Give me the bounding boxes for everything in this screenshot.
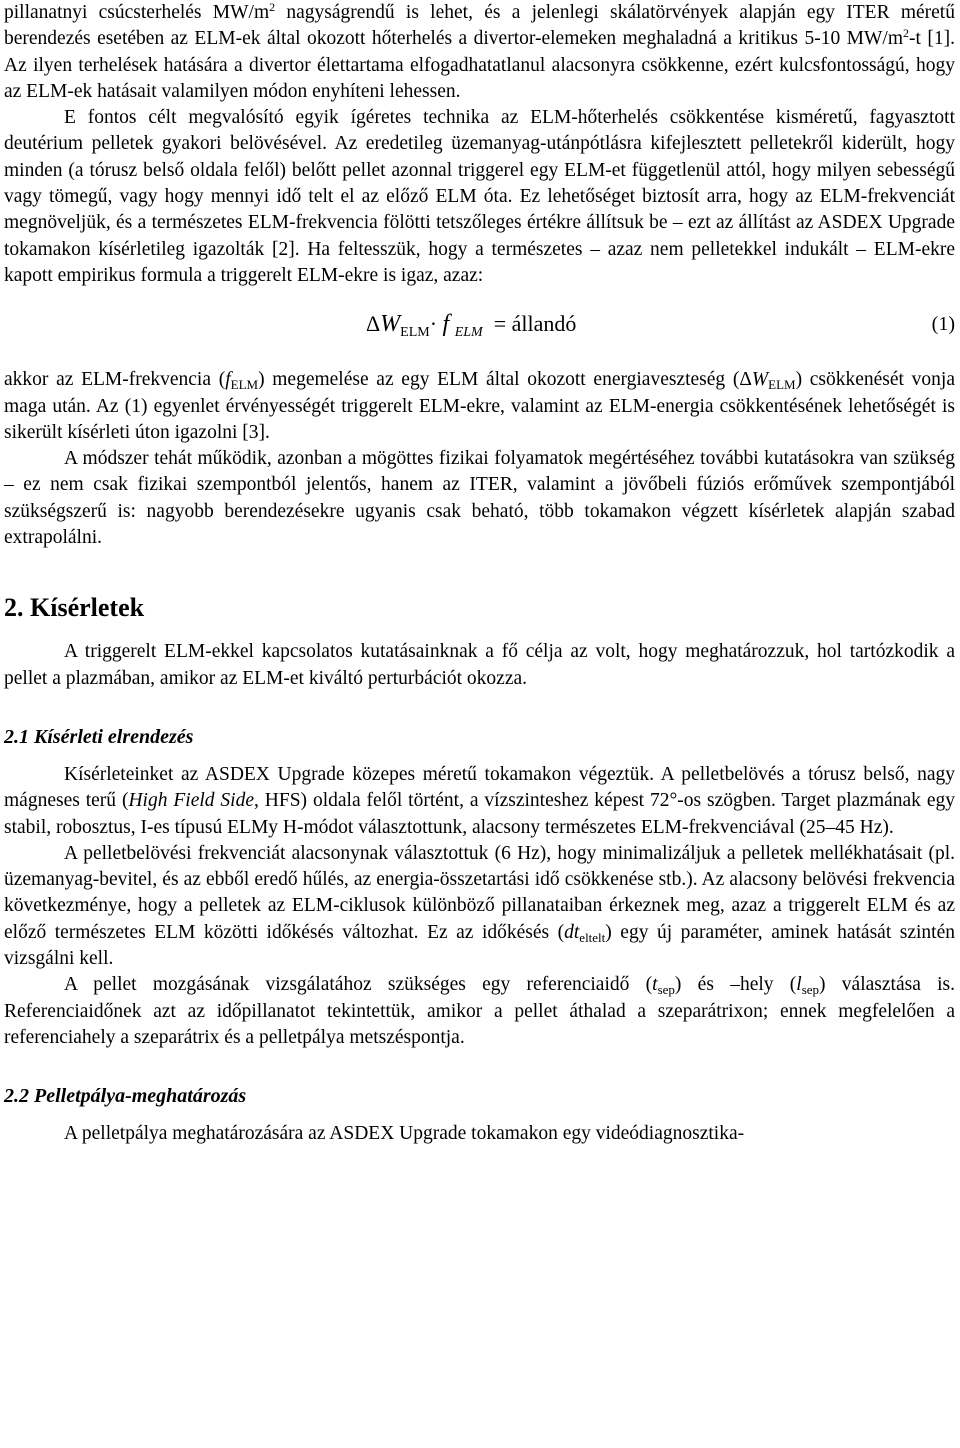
document-page <box>4 0 955 1148</box>
paragraph-setup: Kísérleteinket az ASDEX Upgrade közepes méretű tokamakon végeztük. A pelletbelövés a tórusz belső, nagy mágneses terű (High Field Side, HFS) oldala felől történt, a vízszinteshez képest 72°-os szögben. Target plazmának egy stabil, robosztus, I-es típusú ELMy H-módot választottunk, alacsony természetes ELM-frekvenciával (25–45 Hz). <box>4 763 955 838</box>
equation-formula: $\Delta W_{ELM}\cdot f$ $_{ELM}$ = állandó <box>366 311 577 341</box>
equation-1 <box>4 289 955 367</box>
subsection-heading-2-1: 2.1 Kísérleti elrendezés <box>4 725 194 748</box>
paragraph-after-equation: akkor az ELM-frekvencia $(f_{ELM})$ megemelése az egy ELM által okozott energiaveszteség $(\Delta W_{ELM})$ csökkenését vonja maga után. Az (1) egyenlet érvényességét triggerelt ELM-ekre, valamint az ELM-energia csökkentésének lehetőségét is sikerült kísérleti úton igazolni [3]. <box>4 369 955 443</box>
paragraph-frequency: A pelletbelövési frekvenciát alacsonynak választottuk (6 Hz), hogy minimalizáljuk a pelletek mellékhatásait (pl. üzemanyag-bevitel, és az ebből eredő hűlés, az energia-összetartási idő csökkenése stb.). Az alacsony belövési frekvencia következménye, hogy a pelletek az ELM-ciklusok különböző pillanataiban érkeznek meg, azaz a triggerelt ELM és az előző természetes ELM közötti időkésés változhat. Ez az időkésés $(dt_{eltelt})$ egy új paraméter, aminek hatását szintén vizsgálni kell. <box>4 842 955 970</box>
paragraph-continuation: pillanatnyi csúcsterhelés $MW/m^2$ nagyságrendű is lehet, és a jelenlegi skálatörvények alapján egy ITER méretű berendezés esetében az ELM-ek által okozott hőterhelés a divertor-elemeken meghaladná a kritikus 5-10 $MW/m^2-t$ [1]. Az ilyen terhelések hatására a divertor élettartama elfogadhatatlanul alacsonyra csökkenne, ezért kulcsfontosságú, hogy az ELM-ek hatásait valamilyen módon enyhíteni lehessen. <box>4 0 955 102</box>
paragraph-pellet-technique: E fontos célt megvalósító egyik ígéretes technika az ELM-hőterhelés csökkentése kisméretű, fagyasztott deutérium pelletek gyakori belövésével. Az eredetileg üzemanyag-utánpótlásra kifejlesztett pelletekről kiderült, hogy minden (a tórusz belső oldala felől) belőtt pellet azonnal triggerel egy ELM-et függetlenül attól, hogy milyen sebességű vagy tömegű, vagy hogy mennyi idő telt el az előző ELM óta. Ez lehetőséget biztosít arra, hogy az ELM-frekvenciát megnöveljük, és a természetes ELM-frekvencia fölötti tetszőleges értékre állítsuk be – ezt az állítást az ASDEX Upgrade tokamakon kísérletileg igazolták [2]. Ha feltesszük, hogy a természetes – azaz nem pelletekkel indukált – ELM-ekre kapott empirikus formula a triggerelt ELM-ekre is igaz, azaz: <box>4 107 955 286</box>
paragraph-method-works: A módszer tehát működik, azonban a mögöttes fizikai folyamatok megértéséhez további kutatásokra van szükség – ez nem csak fizikai szempontból jelentős, hanem az ITER, valamint a jövőbeli fúziós erőművek szempontjából szükségszerű is: nagyobb berendezésekre ugyanis csak beható, több tokamakon végzett kísérletek alapján szabad extrapolálni. <box>4 448 955 549</box>
paragraph-trajectory: A pelletpálya meghatározására az ASDEX Upgrade tokamakon egy videódiagnosztika- <box>64 1123 745 1145</box>
paragraph-section2-intro: A triggerelt ELM-ekkel kapcsolatos kutatásainknak a fő célja az volt, hogy meghatározzuk, hol tartózkodik a pellet a plazmában, amikor az ELM-et kiváltó perturbációt okozza. <box>4 641 955 689</box>
equation-number: (1) <box>931 313 955 336</box>
section-heading-2: 2. Kísérletek <box>4 593 145 623</box>
subsection-heading-2-2: 2.2 Pelletpálya-meghatározás <box>4 1085 247 1108</box>
paragraph-reference: A pellet mozgásának vizsgálatához szükséges egy referenciaidő $(t_{sep})$ és –hely $(l_{sep})$ választása is. Referenciaidőnek azt az időpillanatot tekintettük, amikor a pellet áthalad a szeparátrixon; ennek megfelelően a referenciahely a szeparátrix és a pelletpálya metszéspontja. <box>4 974 955 1048</box>
